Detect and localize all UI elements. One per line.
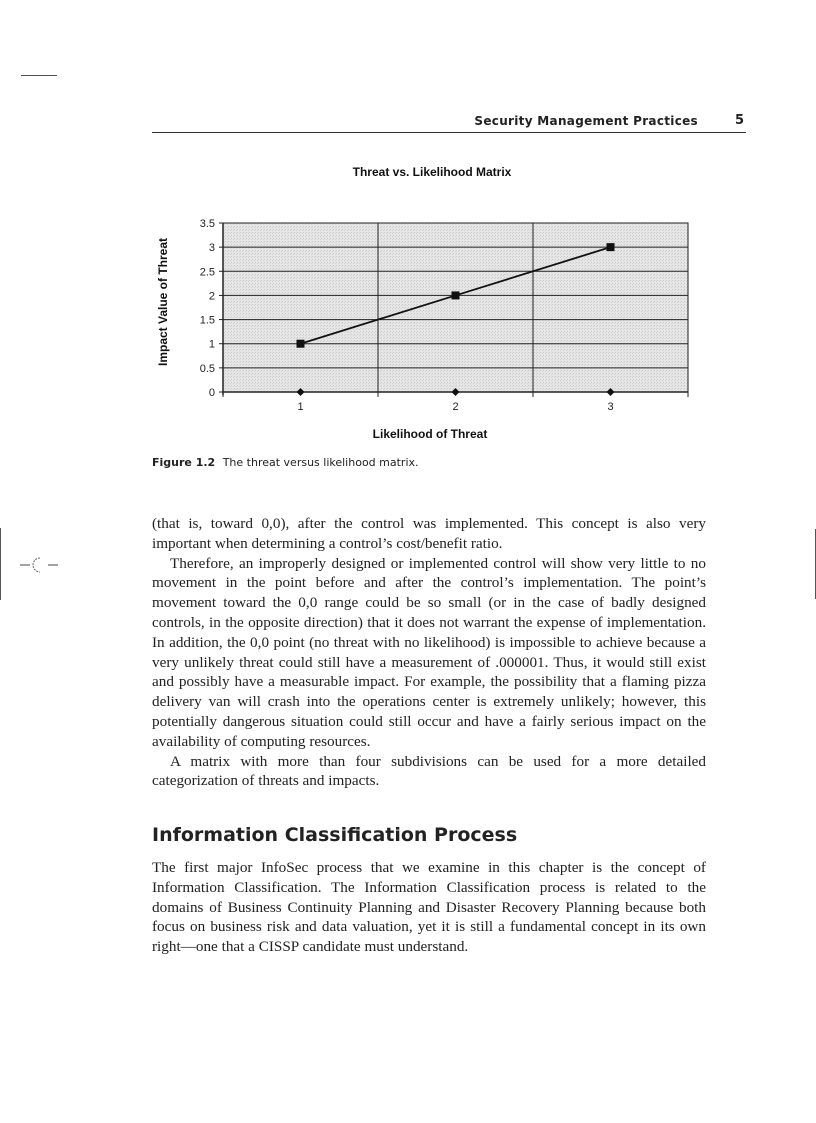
x-tick-label: 2 xyxy=(452,401,459,413)
data-point-square xyxy=(297,340,305,348)
paragraph: The first major InfoSec process that we examine in this chapter is the concept of Information Classification. The Information Classification process is related to the domains of Business Continuity Planning and Disaster Recovery Planning because both focus on business risk and data valuation, yet it is still a fundamental concept in its own right—one that a CISSP candidate must understand. xyxy=(152,859,706,956)
section-heading: Information Classification Process xyxy=(152,824,518,846)
data-point-square xyxy=(607,243,615,251)
chart-title: Threat vs. Likelihood Matrix xyxy=(352,165,512,179)
body-paragraphs xyxy=(152,514,706,791)
data-point-square xyxy=(452,291,460,299)
y-tick-label: 0.5 xyxy=(199,362,215,375)
y-tick-label: 0 xyxy=(208,387,215,399)
running-header xyxy=(152,112,746,133)
y-tick-label: 2.5 xyxy=(199,266,215,279)
x-tick-label: 1 xyxy=(297,401,304,413)
running-title: Security Management Practices xyxy=(474,114,698,128)
crop-mark-left xyxy=(0,528,1,600)
plot-area xyxy=(223,223,688,392)
registration-mark-icon xyxy=(20,555,60,575)
y-tick-label: 2 xyxy=(208,290,215,303)
crop-mark-top xyxy=(21,75,57,76)
y-tick-label: 1 xyxy=(208,338,215,351)
y-tick-label: 3 xyxy=(208,242,215,255)
x-axis-label: Likelihood of Threat xyxy=(372,427,488,441)
paragraph: A matrix with more than four subdivisions can be used for a more detailed categorization of threats and impacts. xyxy=(152,752,706,790)
paragraph: (that is, toward 0,0), after the control was implemented. This concept is also very important when determining a control’s cost/benefit ratio. xyxy=(152,515,706,552)
figure-caption xyxy=(152,456,419,469)
figure-caption-text: The threat versus likelihood matrix. xyxy=(222,456,419,469)
paragraph: Therefore, an improperly designed or implemented control will show very little to no movement in the point before and after the control’s implementation. The point’s movement toward the 0,0 range could be so small (or in the case of badly designed controls, in the opposite direction) that it does not warrant the expense of implementation. In addition, the 0,0 point (no threat with no likelihood) is impossible to achieve because a very unlikely threat could still have a measurement of .000001. Thus, it would still exist and possibly have a measurable impact. For example, the possibility that a flaming pizza delivery van will crash into the operations center is extremely unlikely; however, this potentially dangerous situation could still occur and have a fairly serious impact on the availability of computing resources. xyxy=(152,554,706,750)
section-body xyxy=(152,858,706,957)
y-axis-ticks xyxy=(200,218,223,399)
y-tick-label: 3.5 xyxy=(199,218,215,230)
page-number: 5 xyxy=(734,113,744,128)
figure-label: Figure 1.2 xyxy=(152,456,216,469)
x-tick-label: 3 xyxy=(607,401,614,413)
y-tick-label: 1.5 xyxy=(199,314,215,327)
y-axis-label: Impact Value of Threat xyxy=(156,237,170,367)
threat-likelihood-chart xyxy=(150,160,710,450)
